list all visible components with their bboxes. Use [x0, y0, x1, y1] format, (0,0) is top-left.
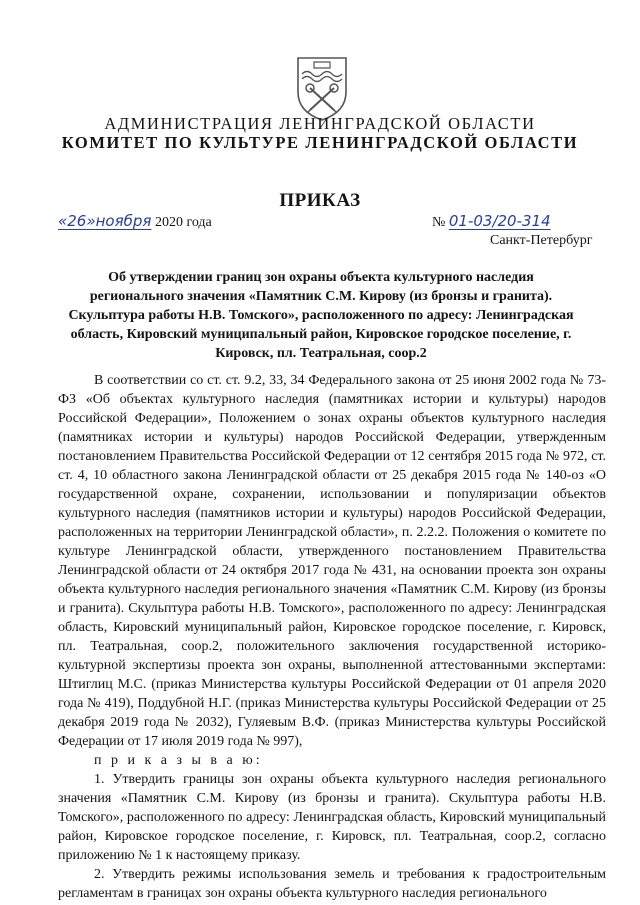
- document-number: [432, 212, 551, 231]
- date-year: 2020 года: [151, 215, 212, 230]
- document-city: Санкт-Петербург: [490, 233, 593, 248]
- organization-line-1: АДМИНИСТРАЦИЯ ЛЕНИНГРАДСКОЙ ОБЛАСТИ: [104, 114, 536, 133]
- prikazyvayu-line: п р и к а з ы в а ю:: [94, 753, 263, 768]
- document-title: ПРИКАЗ: [279, 190, 361, 211]
- date-open-quote: «: [58, 212, 68, 230]
- coat-of-arms-emblem: [294, 54, 350, 122]
- preamble-paragraph: В соответствии со ст. ст. 9.2, 33, 34 Федерального закона от 25 июня 2002 года № 73-ФЗ «Об объектах культурного наследия (памятниках истории и культуры) народов Российской Федерации», Положением о зонах охраны объектов культурного наследия (памятниках истории и культуры) народов Российской Федерации, утвержденным постановлением Правительства Российской Федерации от 12 сентября 2015 года № 972, ст. ст. 4, 10 областного закона Ленинградской области от 25 декабря 2015 года № 140-оз «О государственной охране, сохранении, использовании и популяризации объектов культурного наследия (памятников истории и культуры) народов Российской Федерации, расположенных на территории Ленинградской области», п. 2.2.2. Положения о комитете по культуре Ленинградской области, утвержденного постановлением Правительства Ленинградской области от 24 октября 2017 года № 431, на основании проекта зон охраны объекта культурного наследия регионального значения «Памятник С.М. Кирову (из бронзы и гранита). Скульптура работы Н.В. Томского», расположенного по адресу: Ленинградская область, Кировский муниципальный район, Кировское городское поселение, г. Кировск, пл. Театральная, соор.2, положительного заключения государственной историко-культурной экспертизы проекта зон охраны, выполненной аттестованными экспертами: Штиглиц М.С. (приказ Министерства культуры Российской Федерации от 01 апреля 2020 года № 419), Поддубной Н.Г. (приказ Министерства культуры Российской Федерации от 25 декабря 2019 года № 2032), Гуляевым В.Ф. (приказ Министерства культуры Российской Федерации от 17 июля 2019 года № 997),: [58, 373, 606, 749]
- number-prefix: №: [432, 215, 449, 230]
- date-close-quote: »: [86, 212, 96, 230]
- document-date: [58, 212, 212, 231]
- item-1-paragraph: 1. Утвердить границы зон охраны объекта культурного наследия регионального значения «Памятник С.М. Кирову (из бронзы и гранита). Скульптура работы Н.В. Томского», расположенного по адресу: Ленинградская область, Кировский муниципальный район, Кировское городское поселение, г. Кировск, пл. Театральная, соор.2, согласно приложению № 1 к настоящему приказу.: [58, 772, 606, 863]
- item-2-paragraph: 2. Утвердить режимы использования земель и требования к градостроительным регламентам в границах зон охраны объекта культурного наследия регионального: [58, 867, 606, 901]
- date-day: 26: [67, 212, 87, 230]
- document-heading: Об утверждении границ зон охраны объекта культурного наследия регионального значения «Памятник С.М. Кирову (из бронзы и гранита). Скульптура работы Н.В. Томского», расположенного по адресу: Ленинградская область, Кировский муниципальный район, Кировское городское поселение, г. Кировск, пл. Театральная, соор.2: [68, 270, 574, 361]
- organization-line-2: КОМИТЕТ ПО КУЛЬТУРЕ ЛЕНИНГРАДСКОЙ ОБЛАСТИ: [61, 133, 579, 152]
- date-month: ноября: [95, 212, 152, 230]
- document-body: [58, 371, 606, 903]
- number-value: 01-03/20-314: [448, 212, 551, 230]
